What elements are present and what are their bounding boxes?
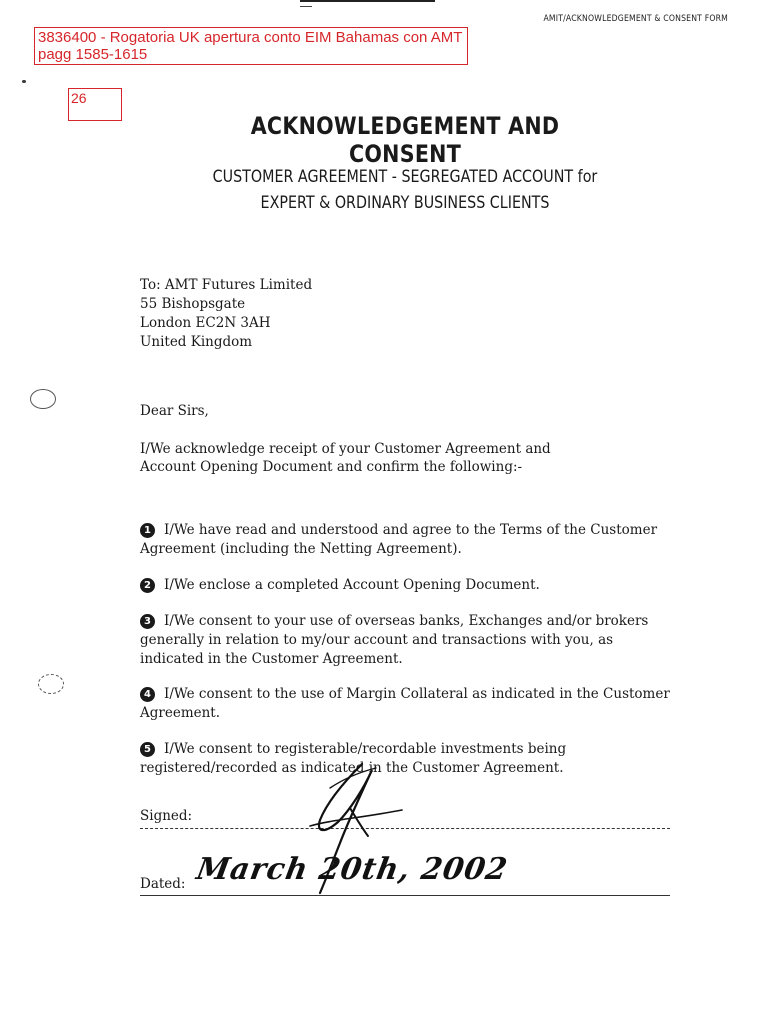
subtitle-line-1: CUSTOMER AGREEMENT - SEGREGATED ACCOUNT for <box>212 167 598 187</box>
top-tick <box>300 6 312 7</box>
address-city: London EC2N 3AH <box>140 315 271 331</box>
scan-dot <box>22 80 26 83</box>
handwritten-date: March 20th, 2002 <box>193 852 511 887</box>
punch-hole <box>30 389 56 409</box>
document-title: ACKNOWLEDGEMENT AND CONSENT <box>250 112 560 168</box>
form-reference: AMIT/ACKNOWLEDGEMENT & CONSENT FORM <box>543 14 728 24</box>
list-item <box>140 612 680 669</box>
number-badge: 2 <box>140 578 155 593</box>
number-badge: 1 <box>140 523 155 538</box>
signed-label: Signed: <box>140 808 193 824</box>
date-line <box>140 895 670 896</box>
intro-paragraph: I/We acknowledge receipt of your Customer Agreement and Account Opening Document and confirm the following:- <box>140 441 551 475</box>
item-text: I/We have read and understood and agree to the Terms of the Customer Agreement (including the Netting Agreement). <box>140 522 658 557</box>
list-item <box>140 521 680 559</box>
number-badge: 5 <box>140 742 155 757</box>
address-street: 55 Bishopsgate <box>140 296 246 312</box>
item-text: I/We enclose a completed Account Opening Document. <box>164 577 540 593</box>
address-country: United Kingdom <box>140 334 253 350</box>
item-text: I/We consent to your use of overseas banks, Exchanges and/or brokers generally in relation to my/our account and transactions with you, as indicated in the Customer Agreement. <box>140 613 649 667</box>
number-badge: 3 <box>140 614 155 629</box>
number-badge: 4 <box>140 687 155 702</box>
archive-reference-stamp: 3836400 - Rogatoria UK apertura conto EIM Bahamas con AMT pagg 1585-1615 <box>34 27 468 65</box>
subtitle-line-2: EXPERT & ORDINARY BUSINESS CLIENTS <box>260 193 550 213</box>
recipient-address <box>140 276 312 352</box>
address-to-line: To: AMT Futures Limited <box>140 277 313 293</box>
document-subtitle <box>208 164 603 216</box>
handwritten-signature <box>290 748 420 913</box>
item-text: I/We consent to registerable/recordable investments being registered/recorded as indicated in the Customer Agreement. <box>140 741 567 776</box>
list-item <box>140 576 680 595</box>
salutation: Dear Sirs, <box>140 403 209 419</box>
punch-hole <box>38 674 64 694</box>
dated-label: Dated: <box>140 876 186 892</box>
list-item <box>140 685 680 723</box>
top-rule <box>300 0 435 2</box>
page-number-stamp: 26 <box>68 88 122 121</box>
item-text: I/We consent to the use of Margin Collateral as indicated in the Customer Agreement. <box>140 686 670 721</box>
